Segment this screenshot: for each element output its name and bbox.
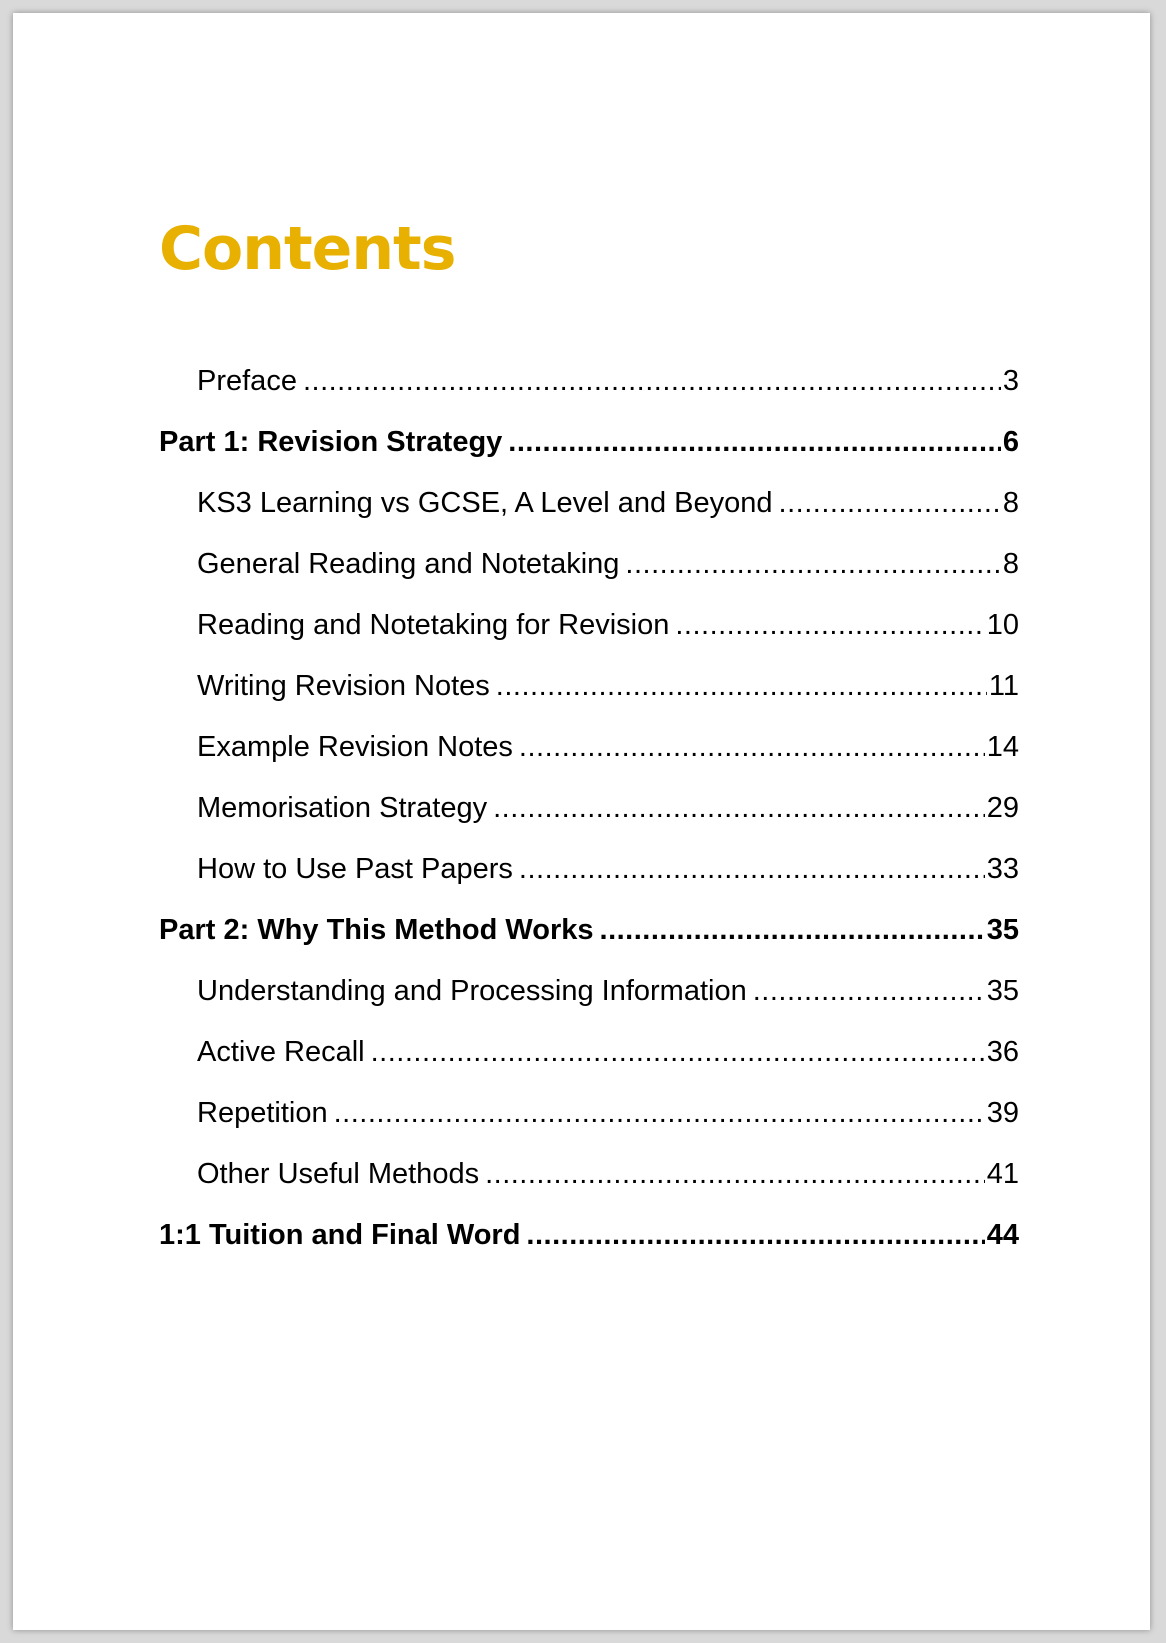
toc-entry-page: 29 (986, 792, 1019, 824)
dot-leader (625, 548, 1000, 581)
document-page (13, 13, 1150, 1630)
toc-entry-page: 35 (986, 975, 1019, 1007)
toc-entry-page: 39 (986, 1097, 1019, 1129)
toc-entry-page: 8 (1002, 487, 1019, 519)
toc-entry-page: 8 (1002, 548, 1019, 580)
toc-entry-past-papers[interactable] (159, 853, 1019, 914)
toc-entry-part-1[interactable] (159, 426, 1019, 487)
dot-leader (519, 853, 985, 886)
toc-entry-repetition[interactable] (159, 1097, 1019, 1158)
toc-entry-page: 3 (1002, 365, 1019, 397)
toc-entry-label: How to Use Past Papers (197, 853, 513, 885)
toc-entry-writing-revision-notes[interactable] (159, 670, 1019, 731)
toc-entry-page: 14 (986, 731, 1019, 763)
toc-entry-active-recall[interactable] (159, 1036, 1019, 1097)
toc-entry-label: General Reading and Notetaking (197, 548, 620, 580)
toc-entry-label: Part 2: Why This Method Works (159, 914, 594, 946)
toc-entry-label: Example Revision Notes (197, 731, 513, 763)
page-title: Contents (159, 214, 456, 284)
toc-entry-label: Reading and Notetaking for Revision (197, 609, 670, 641)
dot-leader (753, 975, 985, 1008)
toc-entry-page: 10 (986, 609, 1019, 641)
dot-leader (371, 1036, 985, 1069)
toc-entry-label: Writing Revision Notes (197, 670, 490, 702)
toc-entry-page: 11 (988, 670, 1019, 702)
toc-entry-preface[interactable] (159, 365, 1019, 426)
dot-leader (303, 365, 1001, 398)
toc-entry-page: 44 (986, 1219, 1019, 1251)
toc-entry-page: 41 (986, 1158, 1019, 1190)
dot-leader (493, 792, 985, 825)
toc-entry-tuition-final-word[interactable] (159, 1219, 1019, 1280)
toc-entry-label: Active Recall (197, 1036, 365, 1068)
toc-entry-label: 1:1 Tuition and Final Word (159, 1219, 521, 1251)
toc-entry-example-revision-notes[interactable] (159, 731, 1019, 792)
dot-leader (526, 1219, 984, 1252)
toc-entry-page: 33 (986, 853, 1019, 885)
toc-entry-label: Preface (197, 365, 297, 397)
toc-entry-page: 6 (1002, 426, 1019, 458)
toc-entry-general-reading[interactable] (159, 548, 1019, 609)
dot-leader (485, 1158, 985, 1191)
dot-leader (508, 426, 1001, 459)
dot-leader (675, 609, 984, 642)
toc-entry-ks3-learning[interactable] (159, 487, 1019, 548)
toc-entry-reading-for-revision[interactable] (159, 609, 1019, 670)
toc-entry-label: Part 1: Revision Strategy (159, 426, 503, 458)
toc-entry-label: Understanding and Processing Information (197, 975, 747, 1007)
toc-entry-other-methods[interactable] (159, 1158, 1019, 1219)
toc-entry-memorisation-strategy[interactable] (159, 792, 1019, 853)
toc-entry-page: 35 (986, 914, 1019, 946)
toc-entry-label: Other Useful Methods (197, 1158, 480, 1190)
toc-entry-understanding[interactable] (159, 975, 1019, 1036)
dot-leader (496, 670, 987, 703)
dot-leader (519, 731, 985, 764)
toc-entry-label: KS3 Learning vs GCSE, A Level and Beyond (197, 487, 773, 519)
dot-leader (600, 914, 985, 947)
toc-entry-part-2[interactable] (159, 914, 1019, 975)
dot-leader (334, 1097, 985, 1130)
toc-entry-page: 36 (986, 1036, 1019, 1068)
table-of-contents (159, 365, 1019, 1280)
toc-entry-label: Memorisation Strategy (197, 792, 488, 824)
toc-entry-label: Repetition (197, 1097, 328, 1129)
dot-leader (779, 487, 1001, 520)
